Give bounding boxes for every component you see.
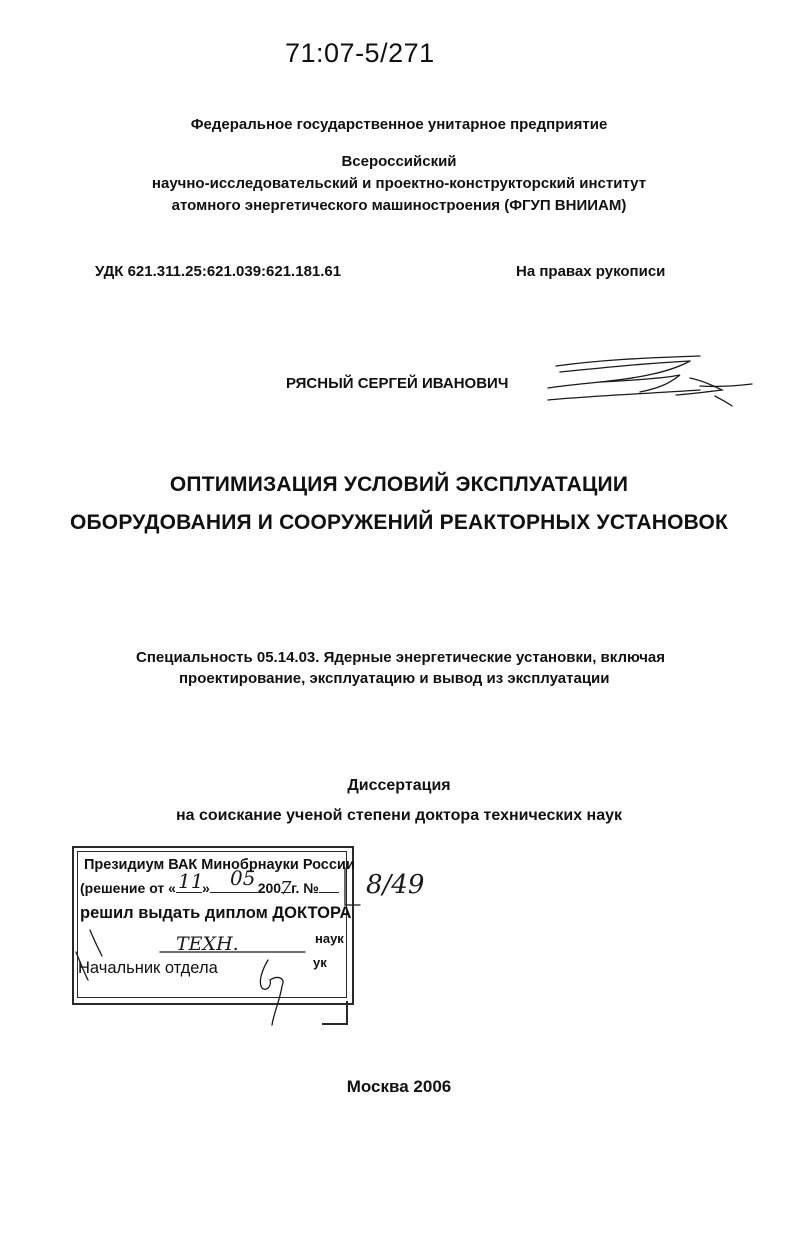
handwritten-science-field: ТЕХН.: [176, 933, 239, 955]
stamp-line-6: ук: [313, 955, 327, 970]
archive-code: 71:07-5/271: [285, 38, 435, 68]
author-name: РЯСНЫЙ СЕРГЕЙ ИВАНОВИЧ: [286, 375, 509, 392]
stamp-line-3: решил выдать диплом ДОКТОРА: [80, 904, 352, 922]
stamp-line-2: [80, 880, 339, 896]
degree-label: на соискание ученой степени доктора технических наук: [175, 807, 622, 824]
handwritten-decision-number: 8/49: [366, 870, 425, 900]
institute-line-3: атомного энергетического машиностроения (ФГУП ВНИИАМ): [171, 197, 627, 214]
handwritten-day: 11: [178, 869, 204, 893]
institute-line-2: научно-исследовательский и проектно-конструкторский институт: [151, 175, 647, 192]
stamp-decision-mid: »: [201, 880, 210, 896]
organization-name: Федеральное государственное унитарное предприятие: [190, 116, 608, 133]
handwritten-year-digit: 7: [280, 878, 292, 899]
stamp-line-5: Начальник отдела: [78, 959, 218, 977]
manuscript-rights: На правах рукописи: [516, 263, 666, 280]
institute-line-1: Всероссийский: [341, 153, 457, 170]
specialty-line-2: проектирование, эксплуатацию и вывод из эксплуатации: [179, 670, 610, 687]
stamp-decision-number-label: г. №: [291, 880, 319, 896]
stamp-line-4: наук: [315, 931, 344, 946]
specialty-line-1: Специальность 05.14.03. Ядерные энергетические установки, включая: [136, 649, 666, 666]
udk-code: УДК 621.311.25:621.039:621.181.61: [95, 263, 342, 280]
dissertation-label: Диссертация: [347, 777, 451, 794]
vak-stamp-tail: [322, 1001, 348, 1025]
title-line-2: ОБОРУДОВАНИЯ И СООРУЖЕНИЙ РЕАКТОРНЫХ УСТАНОВОК: [69, 511, 729, 534]
specialty: [136, 647, 696, 689]
dissertation-title: [0, 466, 798, 542]
stamp-line-1: Президиум ВАК Минобрнауки России: [84, 857, 355, 873]
stamp-decision-year: 200: [257, 880, 282, 896]
handwritten-month: 05: [230, 866, 256, 890]
institute-name: [0, 151, 798, 217]
city-year: Москва 2006: [346, 1077, 452, 1096]
stamp-decision-prefix: (решение от «: [80, 880, 176, 896]
title-line-1: ОПТИМИЗАЦИЯ УСЛОВИЙ ЭКСПЛУАТАЦИИ: [169, 473, 629, 496]
